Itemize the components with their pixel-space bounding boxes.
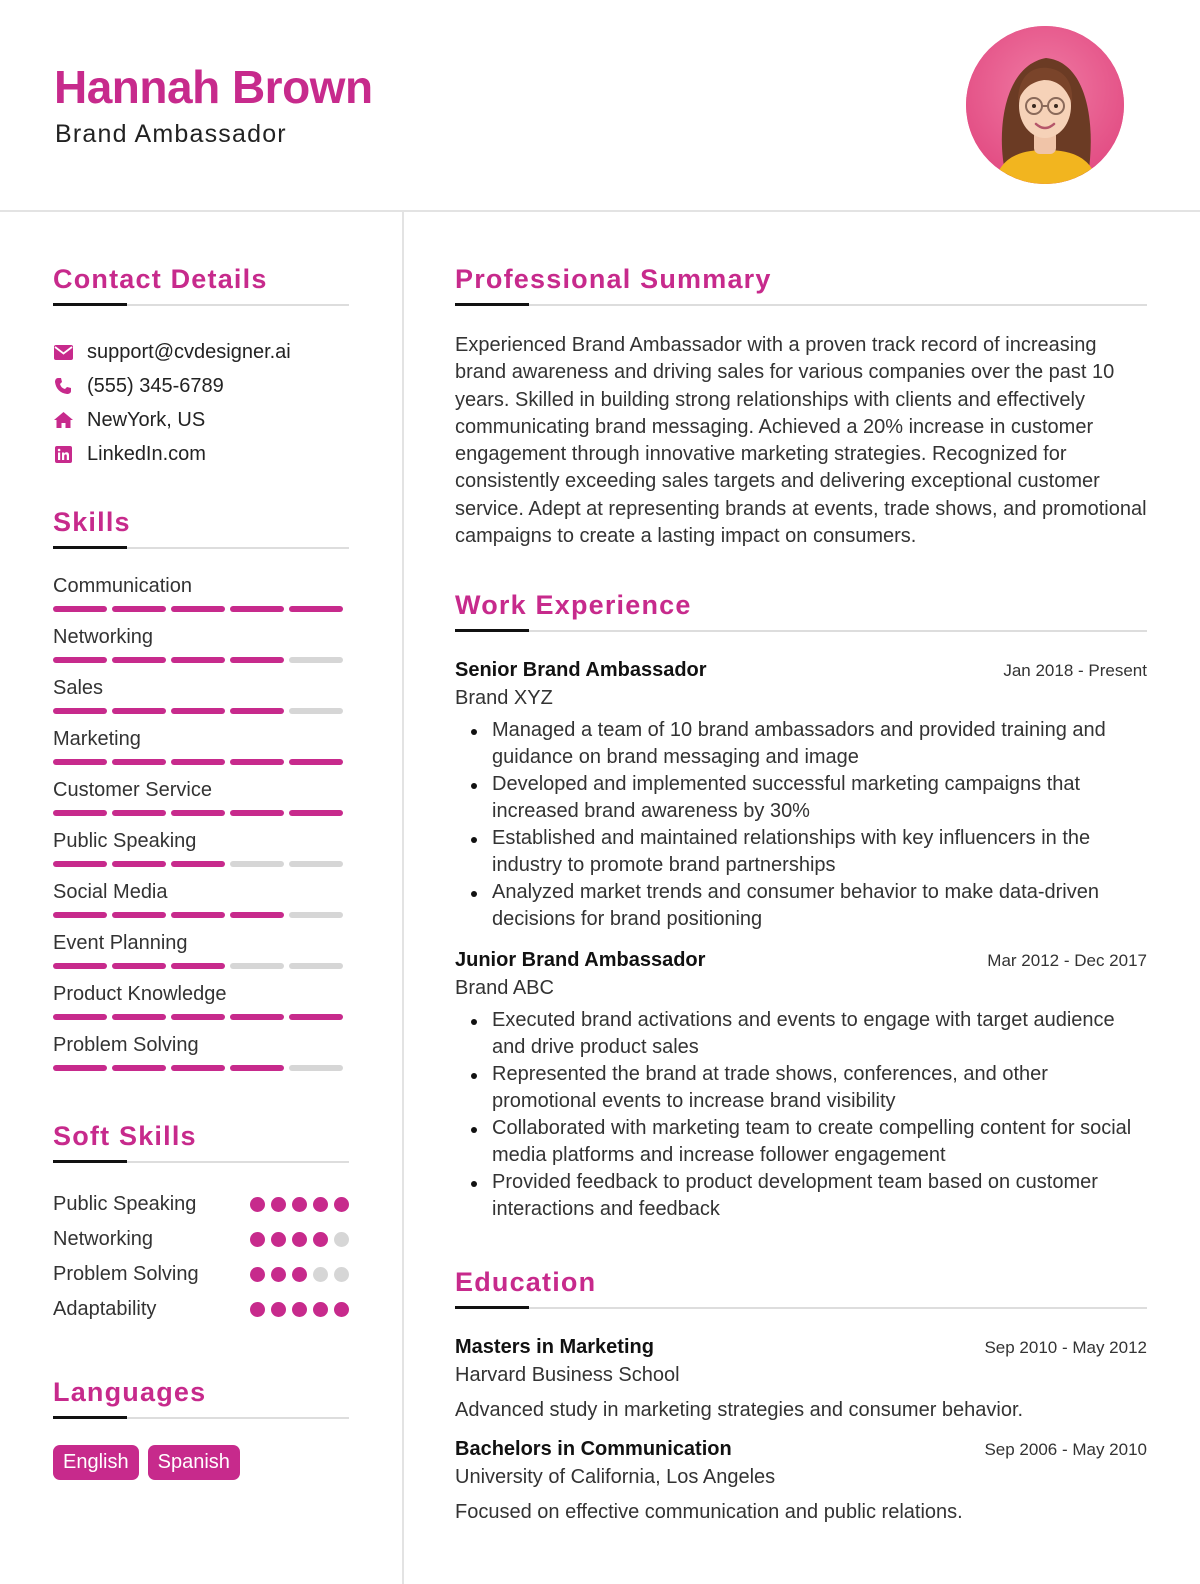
skill-level-segment (53, 657, 107, 663)
skill-name: Networking (53, 626, 154, 648)
soft-skill-rating (250, 1302, 349, 1317)
skill-level-segment (230, 1014, 284, 1020)
skill-level-segment (112, 861, 166, 867)
job-company: Brand XYZ (455, 687, 553, 710)
section-rule (455, 1306, 1147, 1309)
soft-skill-name: Problem Solving (53, 1263, 199, 1285)
section-rule (53, 303, 349, 306)
skill-name: Sales (53, 677, 104, 699)
job-date: Jan 2018 - Present (1003, 661, 1147, 681)
skill-level-segment (230, 708, 284, 714)
experience-title: Work Experience (455, 590, 692, 621)
skill-level-segment (53, 759, 107, 765)
skill-level-bar (53, 963, 349, 969)
section-rule (53, 546, 349, 549)
skill-level-segment (171, 810, 225, 816)
skill-level-segment (289, 657, 343, 663)
skill-level-segment (53, 861, 107, 867)
skill-level-segment (53, 963, 107, 969)
section-rule (53, 1416, 349, 1419)
rating-dot (292, 1232, 307, 1247)
skill-name: Marketing (53, 728, 141, 750)
section-rule (53, 1160, 349, 1163)
skill-level-segment (289, 759, 343, 765)
skill-level-bar (53, 606, 349, 612)
skills-title: Skills (53, 507, 131, 537)
education-date: Sep 2010 - May 2012 (984, 1338, 1147, 1358)
contact-location-text: NewYork, US (87, 408, 206, 431)
column-divider (402, 212, 404, 1584)
contact-linkedin-text: LinkedIn.com (87, 442, 206, 465)
resume-header (0, 0, 1200, 212)
skill-level-segment (53, 810, 107, 816)
soft-skill-item (53, 1187, 349, 1222)
rating-dot (334, 1232, 349, 1247)
skill-name: Problem Solving (53, 1034, 199, 1056)
skill-level-bar (53, 708, 349, 714)
school-name: Harvard Business School (455, 1364, 680, 1387)
job-bullet: Analyzed market trends and consumer behavior to make data-driven decisions for brand positioning (455, 879, 1147, 933)
rating-dot (313, 1232, 328, 1247)
home-icon (53, 410, 73, 430)
soft-skill-item (53, 1292, 349, 1327)
skill-name: Public Speaking (53, 830, 197, 852)
rating-dot (250, 1232, 265, 1247)
languages-title: Languages (53, 1377, 207, 1407)
rating-dot (313, 1197, 328, 1212)
skill-level-segment (289, 1065, 343, 1071)
skill-level-segment (171, 963, 225, 969)
skill-level-bar (53, 759, 349, 765)
soft-skill-rating (250, 1232, 349, 1247)
education-section (455, 1267, 1147, 1524)
job-date: Mar 2012 - Dec 2017 (987, 951, 1147, 971)
left-column (53, 212, 349, 1480)
skills-section (53, 507, 349, 1071)
job-bullet: Managed a team of 10 brand ambassadors and provided training and guidance on brand messaging and image (455, 717, 1147, 771)
skill-item (53, 726, 349, 765)
job-company: Brand ABC (455, 977, 554, 1000)
rating-dot (292, 1302, 307, 1317)
soft-skill-name: Adaptability (53, 1298, 157, 1320)
skill-name: Event Planning (53, 932, 188, 954)
skill-name: Communication (53, 575, 192, 597)
skill-item (53, 573, 349, 612)
rating-dot (313, 1302, 328, 1317)
candidate-name: Hannah Brown (54, 61, 373, 113)
skill-name: Product Knowledge (53, 983, 227, 1005)
skill-level-segment (230, 1065, 284, 1071)
skill-level-segment (112, 1065, 166, 1071)
soft-skill-rating (250, 1197, 349, 1212)
right-column (455, 212, 1147, 1524)
skill-item (53, 1032, 349, 1071)
education-description: Advanced study in marketing strategies and consumer behavior. (455, 1399, 1024, 1422)
skill-level-bar (53, 657, 349, 663)
job-title: Junior Brand Ambassador (455, 949, 706, 972)
skill-level-segment (53, 606, 107, 612)
soft-skill-rating (250, 1267, 349, 1282)
skill-level-segment (289, 912, 343, 918)
skill-level-segment (289, 606, 343, 612)
skill-item (53, 930, 349, 969)
job-bullet: Established and maintained relationships with key influencers in the industry to promote brand partnerships (455, 825, 1147, 879)
section-rule (455, 629, 1147, 632)
education-description: Focused on effective communication and public relations. (455, 1501, 963, 1524)
skill-level-segment (230, 963, 284, 969)
contact-email (53, 335, 349, 369)
profile-photo (966, 26, 1124, 184)
rating-dot (334, 1197, 349, 1212)
section-rule (455, 303, 1147, 306)
skill-level-segment (289, 708, 343, 714)
skill-item (53, 675, 349, 714)
language-tag: English (53, 1445, 139, 1480)
skill-level-segment (171, 708, 225, 714)
language-tag: Spanish (148, 1445, 240, 1480)
rating-dot (292, 1267, 307, 1282)
skill-level-bar (53, 912, 349, 918)
rating-dot (250, 1302, 265, 1317)
soft-skill-item (53, 1222, 349, 1257)
rating-dot (250, 1197, 265, 1212)
skill-level-segment (230, 861, 284, 867)
skill-level-segment (230, 810, 284, 816)
candidate-title: Brand Ambassador (55, 120, 287, 148)
skill-level-segment (171, 1014, 225, 1020)
experience-section (455, 590, 1147, 1223)
skill-level-segment (289, 1014, 343, 1020)
skill-level-segment (230, 912, 284, 918)
contact-phone (53, 369, 349, 403)
skill-item (53, 624, 349, 663)
skill-level-segment (112, 708, 166, 714)
skill-level-segment (230, 657, 284, 663)
job-bullet: Executed brand activations and events to engage with target audience and drive product sales (455, 1007, 1147, 1061)
skill-level-segment (289, 861, 343, 867)
skill-level-segment (171, 861, 225, 867)
skill-level-segment (112, 606, 166, 612)
skill-level-segment (289, 810, 343, 816)
contact-linkedin (53, 437, 349, 471)
rating-dot (271, 1267, 286, 1282)
skill-level-segment (230, 759, 284, 765)
job-title: Senior Brand Ambassador (455, 659, 707, 682)
rating-dot (271, 1302, 286, 1317)
education-entry (455, 1438, 1147, 1524)
skill-level-segment (230, 606, 284, 612)
soft-skills-title: Soft Skills (53, 1121, 197, 1151)
contact-email-text: support@cvdesigner.ai (87, 340, 291, 363)
job-bullet: Developed and implemented successful marketing campaigns that increased brand awareness by 30% (455, 771, 1147, 825)
skill-name: Customer Service (53, 779, 212, 801)
portrait-image (966, 26, 1124, 184)
envelope-icon (53, 342, 73, 362)
skill-level-segment (171, 606, 225, 612)
summary-section (455, 264, 1147, 550)
skill-level-segment (53, 912, 107, 918)
skill-level-bar (53, 1014, 349, 1020)
rating-dot (271, 1197, 286, 1212)
job-bullets (455, 717, 1147, 933)
rating-dot (313, 1267, 328, 1282)
skill-level-segment (171, 657, 225, 663)
skill-item (53, 879, 349, 918)
contact-location (53, 403, 349, 437)
summary-title: Professional Summary (455, 264, 772, 294)
skill-level-segment (112, 963, 166, 969)
skill-level-segment (112, 1014, 166, 1020)
rating-dot (271, 1232, 286, 1247)
rating-dot (250, 1267, 265, 1282)
skill-level-segment (171, 1065, 225, 1071)
skill-level-segment (171, 912, 225, 918)
soft-skill-item (53, 1257, 349, 1292)
skill-item (53, 777, 349, 816)
school-name: University of California, Los Angeles (455, 1466, 776, 1489)
skill-level-bar (53, 810, 349, 816)
linkedin-icon (53, 444, 73, 464)
skill-level-segment (53, 708, 107, 714)
education-date: Sep 2006 - May 2010 (984, 1440, 1147, 1460)
job-bullets (455, 1007, 1147, 1223)
skill-item (53, 828, 349, 867)
contact-phone-text: (555) 345-6789 (87, 374, 224, 397)
skill-level-segment (289, 963, 343, 969)
skill-item (53, 981, 349, 1020)
job-bullet: Collaborated with marketing team to create compelling content for social media platforms and increase follower engagement (455, 1115, 1147, 1169)
job-entry (455, 659, 1147, 933)
contact-section (53, 264, 349, 471)
summary-text: Experienced Brand Ambassador with a proven track record of increasing brand awareness and driving sales for various companies over the past 10 years. Skilled in building strong relationships with clients and effectively communicating brand messaging. Achieved a 20% increase in customer engagement through innovative marketing strategies. Recognized for consistently exceeding sales targets and delivering exceptional customer service. Adept at representing brands at events, trade shows, and promotional campaigns to create a lasting impact on consumers. (455, 334, 1147, 548)
job-bullet: Provided feedback to product development team based on customer interactions and feedback (455, 1169, 1147, 1223)
phone-icon (53, 376, 73, 396)
soft-skill-name: Networking (53, 1228, 154, 1250)
rating-dot (334, 1267, 349, 1282)
skill-level-bar (53, 861, 349, 867)
degree-title: Bachelors in Communication (455, 1438, 732, 1461)
skill-level-bar (53, 1065, 349, 1071)
contact-title: Contact Details (53, 264, 268, 294)
skill-level-segment (112, 912, 166, 918)
skill-level-segment (112, 810, 166, 816)
education-entry (455, 1336, 1147, 1422)
education-title: Education (455, 1267, 597, 1298)
skill-level-segment (112, 759, 166, 765)
skill-level-segment (171, 759, 225, 765)
soft-skills-section (53, 1121, 349, 1327)
languages-section (53, 1377, 349, 1480)
job-entry (455, 949, 1147, 1223)
skill-level-segment (112, 657, 166, 663)
skill-name: Social Media (53, 881, 168, 903)
skill-level-segment (53, 1014, 107, 1020)
rating-dot (292, 1197, 307, 1212)
soft-skill-name: Public Speaking (53, 1193, 197, 1215)
job-bullet: Represented the brand at trade shows, conferences, and other promotional events to increase brand visibility (455, 1061, 1147, 1115)
degree-title: Masters in Marketing (455, 1336, 654, 1359)
rating-dot (334, 1302, 349, 1317)
language-tags (53, 1445, 349, 1480)
skill-level-segment (53, 1065, 107, 1071)
